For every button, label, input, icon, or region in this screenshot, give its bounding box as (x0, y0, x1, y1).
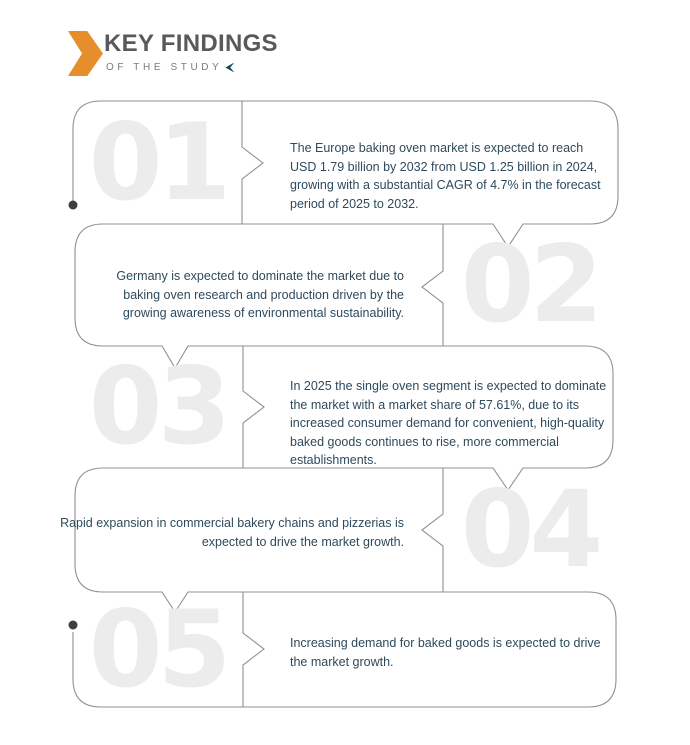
connector-dot-bottom (69, 621, 78, 630)
finding-number-4: 04 (460, 468, 599, 591)
finding-text-1: The Europe baking oven market is expected to reach USD 1.79 billion by 2032 from USD 1.25 billion in 2024, growing with a substantial CAGR of 4.7% in the forecast period of 2025 to 2032. (290, 141, 601, 211)
divider-chevron-3 (243, 346, 264, 468)
finding-text-4: Rapid expansion in commercial bakery chains and pizzerias is expected to drive the market growth. (60, 516, 404, 549)
divider-chevron-1 (242, 101, 263, 224)
divider-chevron-2 (422, 224, 443, 346)
finding-number-3: 03 (88, 345, 227, 468)
finding-number-5: 05 (88, 587, 227, 711)
divider-chevron-5 (243, 592, 264, 707)
divider-chevron-4 (422, 468, 443, 592)
connector-dot-top (69, 201, 78, 210)
page-title: KEY FINDINGS (104, 30, 278, 57)
finding-number-2: 02 (460, 223, 599, 346)
finding-text-3: In 2025 the single oven segment is expected to dominate the market with a market share of 57.61%, due to its increased consumer demand for convenient, high-quality baked goods continues to rise, more commercial establishments. (290, 379, 607, 467)
finding-text-2: Germany is expected to dominate the market due to baking oven research and production driven by the growing awareness of environmental sustainability. (116, 269, 404, 320)
page-subtitle: OF THE STUDY (106, 62, 223, 73)
finding-number-1: 01 (88, 101, 227, 224)
finding-text-5: Increasing demand for baked goods is expected to drive the market growth. (290, 636, 601, 669)
